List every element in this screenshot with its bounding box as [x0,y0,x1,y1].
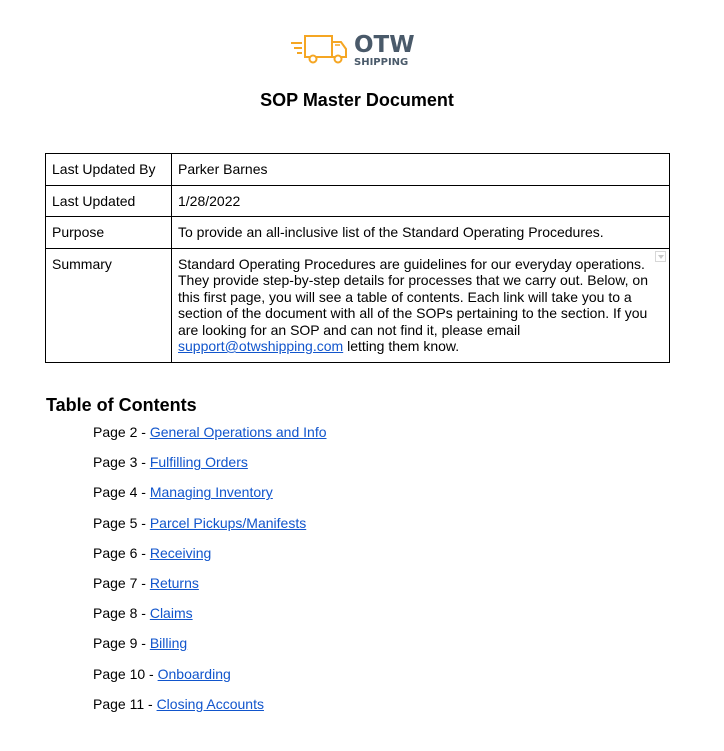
toc-link-claims[interactable]: Claims [149,605,193,622]
toc-page-prefix: Page 5 - [93,514,150,531]
logo-brand-line1: OTW [354,32,415,58]
toc-page-prefix: Page 9 - [93,635,150,652]
toc-link-billing[interactable]: Billing [149,635,188,652]
last-updated-by-label: Last Updated By [46,154,172,186]
logo-brand-line2: SHIPPING [354,57,409,68]
toc-page-prefix: Page 10 - [93,665,158,682]
cell-dropdown-icon[interactable] [655,251,666,262]
delivery-truck-icon [290,30,430,70]
last-updated-by-value: Parker Barnes [172,154,670,186]
toc-item [93,482,327,512]
toc-page-prefix: Page 11 - [93,695,157,712]
toc-page-prefix: Page 3 - [93,454,150,471]
toc-item [93,513,327,543]
summary-label: Summary [46,248,172,362]
toc-item [93,452,327,482]
summary-text-end: letting them know. [343,338,460,354]
table-row [46,217,670,249]
document-title: SOP Master Document [260,90,454,110]
toc-link-closing-accounts[interactable]: Closing Accounts [156,695,264,712]
toc-item [93,603,327,633]
toc-link-managing-inventory[interactable]: Managing Inventory [149,484,273,501]
toc-page-prefix: Page 2 - [93,424,150,440]
toc-link-parcel-pickups[interactable]: Parcel Pickups/Manifests [149,514,307,531]
summary-text: Standard Operating Procedures are guidelines for our everyday operations. They provide step-by-step details for processes that we carry out. Below, on this first page, you will see a table of contents. Each link will take you to a section of the document with all of the SOPs pertaining to the section. If you are looking for an SOP and can not find it, please email [178,255,649,338]
summary-value [172,248,670,362]
table-row [46,185,670,217]
toc-link-fulfilling-orders[interactable]: Fulfilling Orders [149,454,248,471]
company-logo [290,30,430,70]
toc-link-onboarding[interactable]: Onboarding [157,665,231,682]
toc-link-general-operations[interactable]: General Operations and Info [149,424,327,440]
table-row [46,248,670,362]
toc-link-receiving[interactable]: Receiving [149,544,212,561]
last-updated-value: 1/28/2022 [172,185,670,217]
toc-page-prefix: Page 6 - [93,544,150,561]
toc-list [93,422,327,724]
toc-page-prefix: Page 7 - [93,574,150,591]
purpose-label: Purpose [46,217,172,249]
toc-item [93,694,327,724]
toc-link-returns[interactable]: Returns [149,574,199,591]
toc-page-prefix: Page 8 - [93,605,150,622]
support-email-link[interactable]: support@otwshipping.com [178,338,344,354]
toc-item [93,422,327,452]
toc-item [93,543,327,573]
toc-page-prefix: Page 4 - [93,484,150,501]
toc-heading: Table of Contents [46,395,197,415]
table-row [46,154,670,186]
document-info-table [45,153,670,363]
toc-item [93,664,327,694]
toc-item [93,633,327,663]
purpose-value: To provide an all-inclusive list of the Standard Operating Procedures. [172,217,670,249]
last-updated-label: Last Updated [46,185,172,217]
toc-item [93,573,327,603]
